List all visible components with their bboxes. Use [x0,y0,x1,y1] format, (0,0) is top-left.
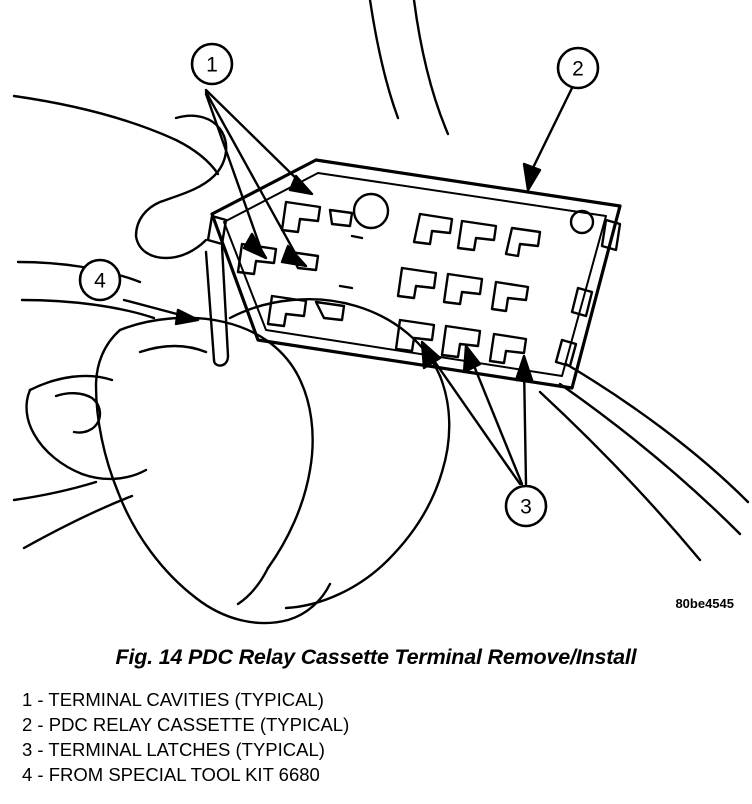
tool-tip [214,356,228,366]
latch-2 [442,326,480,357]
wire-right-3 [540,392,700,560]
wire-right-2 [566,364,748,502]
legend-item: 4 - FROM SPECIAL TOOL KIT 6680 [22,764,320,785]
cavity-10 [492,282,528,311]
tool-shaft-right [222,246,228,356]
callout-label-3: 3 [520,495,532,519]
finger-big-right [268,372,313,568]
tool-handle [140,346,206,352]
cavity-8 [398,268,436,298]
cassette-inner-edge [224,173,606,376]
cavity-3 [414,214,452,244]
cavity-12 [316,302,344,320]
knuckle-1 [120,318,296,372]
palm-line-lower [24,496,132,548]
thumb-tip [136,236,206,258]
callout-label-1: 1 [206,53,218,77]
finger-2-bottom [286,560,388,608]
cavity-1 [282,202,320,232]
cavity-detail-b [340,286,352,288]
pinky-bottom [82,470,146,479]
finger-2-right [388,376,449,560]
callout-2-leader [524,88,572,190]
cavity-detail-a [352,236,362,238]
finger-big-left-lower [118,492,196,598]
legend-item: 3 - TERMINAL LATCHES (TYPICAL) [22,739,325,760]
callout-label-2: 2 [572,57,584,81]
cassette-round-hole [354,194,388,228]
cavity-5 [506,228,540,256]
figure-legend [22,687,732,787]
hand-outline-upper [14,96,218,174]
tool-shaft-left [206,252,214,360]
cavity-9 [444,274,482,304]
callout-label-4: 4 [94,269,106,293]
wire-top [414,0,448,134]
pinky-nail [56,393,100,432]
cassette-screw-hole [571,211,593,233]
figure-caption: Fig. 14 PDC Relay Cassette Terminal Remove/Install [115,645,637,669]
wire-top-2 [370,0,398,118]
cavity-2 [330,210,352,226]
finger-crease-a [238,568,268,604]
wire-right-1 [560,384,740,534]
legend-item: 2 - PDC RELAY CASSETTE (TYPICAL) [22,714,350,735]
part-code-label: 80be4545 [675,596,734,611]
pinky-top [30,376,112,390]
callout-3-leader [422,342,532,484]
cavity-4 [458,221,496,250]
palm-line-lower-2 [14,482,96,500]
legend-item: 1 - TERMINAL CAVITIES (TYPICAL) [22,689,324,710]
latch-3 [490,334,526,363]
